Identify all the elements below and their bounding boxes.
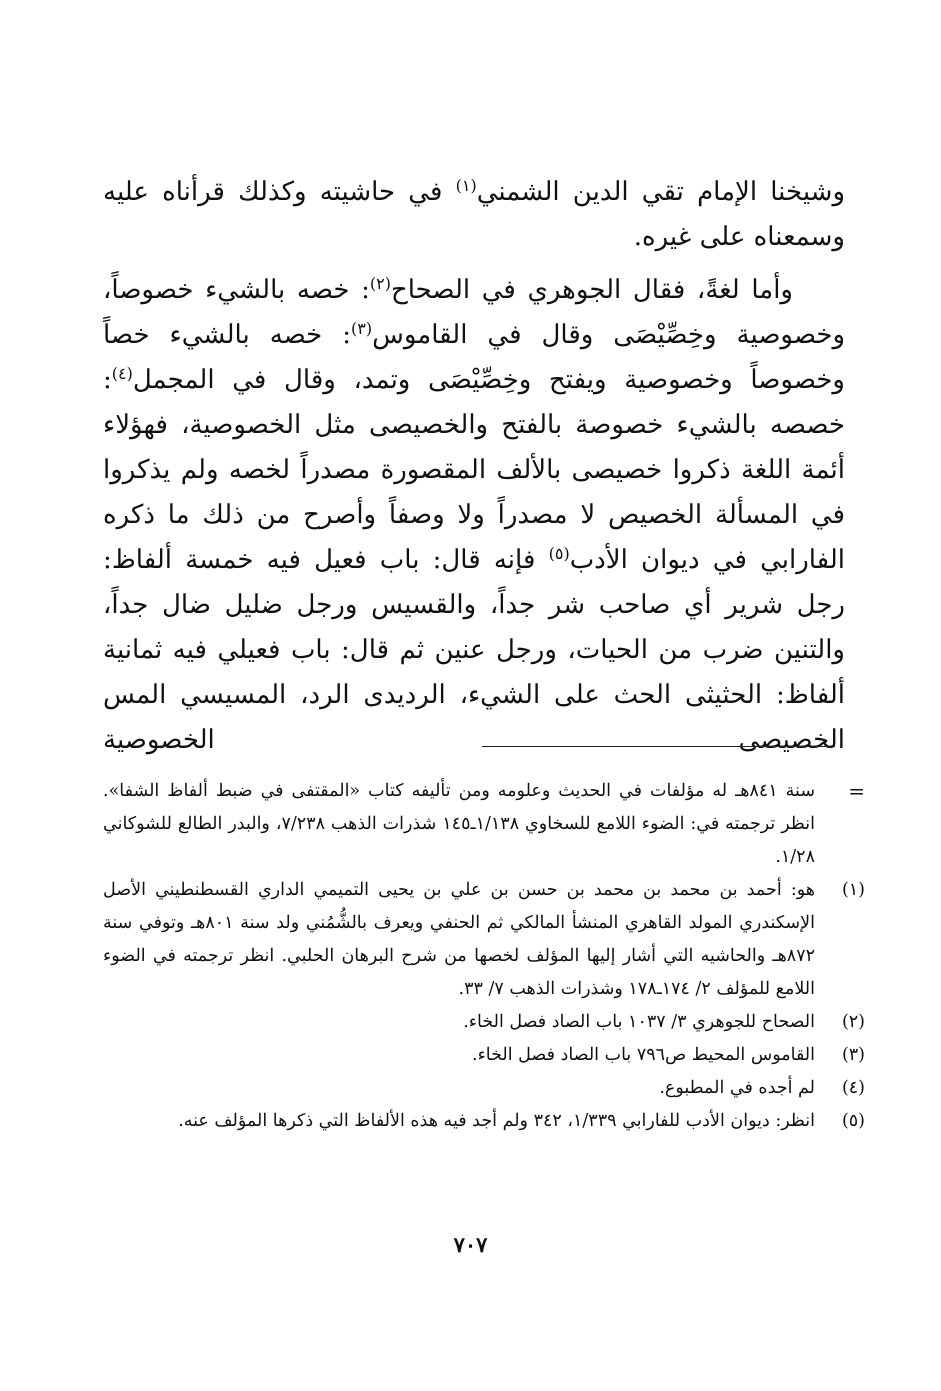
paragraph-2-part-3: : خصه بالشيء خصاً وخصوصاً وخصوصية ويفتح وخِصِّيْصَى وتمد، وقال في المجمل bbox=[103, 320, 845, 395]
paragraph-2 bbox=[103, 268, 845, 763]
footnote-3 bbox=[103, 1039, 865, 1072]
footnote-continuation-text: سنة ٨٤١هـ له مؤلفات في الحديث وعلومه ومن تأليفه كتاب «المقتفى في ضبط ألفاظ الشفا». انظر ترجمته في: الضوء اللامع للسخاوي ١/١٣٨ـ١٤٥ شذرات الذهب ٧/٢٣٨، والبدر الطالع للشوكاني ١/٢٨. bbox=[103, 781, 816, 867]
paragraph-1-text: وشيخنا الإمام تقي الدين الشمني bbox=[476, 177, 846, 207]
paragraph-2-part-5: فإنه قال: باب فعيل فيه خمسة ألفاظ: رجل شرير أي صاحب شر جداً، والقسيس ورجل ضليل ضال جداً، والتنين ضرب من الحيات، ورجل عنين ثم قال: باب فعيلي فيه ثمانية ألفاظ: الحثيثى الحث على الشيء، الرديدى الرد، المسيسي المس الخصيصى الخصوصية bbox=[103, 545, 845, 755]
footnote-number: (٢) bbox=[841, 1012, 865, 1032]
footnote-text: هو: أحمد بن محمد بن محمد بن حسن بن علي بن يحيى التميمي الداري القسطنطيني الأصل الإسكندري المولد القاهري المنشأ المالكي ثم الحنفي ويعرف بالشُّمُني ولد سنة ٨٠١هـ وتوفي سنة ٨٧٢هـ والحاشيه التي أشار إليها المؤلف لخصها من شرح البرهان الحلبي. انظر ترجمته في الضوء اللامع للمؤلف ٢/ ١٧٤ـ١٧٨ وشذرات الذهب ٧/ ٣٣. bbox=[103, 880, 816, 999]
paragraph-1 bbox=[103, 170, 845, 260]
footnote-text: انظر: ديوان الأدب للفارابي ١/٣٣٩، ٣٤٢ ولم أجد فيه هذه الألفاظ التي ذكرها المؤلف عنه. bbox=[178, 1111, 815, 1131]
paragraph-2-part-4: : خصصه بالشيء خصوصة بالفتح والخصيصى مثل الخصوصية، فهؤلاء أئمة اللغة ذكروا خصيصى بالألف المقصورة مصدراً لخصه ولم يذكروا في المسألة الخصيص لا مصدراً ولا وصفاً وأصرح من ذلك ما ذكره الفارابي في ديوان الأدب bbox=[103, 365, 846, 575]
footnote-5 bbox=[103, 1105, 865, 1138]
footnote-number: (٥) bbox=[841, 1111, 865, 1131]
footnote-text: لم أجده في المطبوع. bbox=[659, 1078, 815, 1098]
page-number: ٧٠٧ bbox=[453, 1232, 488, 1257]
footnote-number: (٣) bbox=[841, 1045, 865, 1065]
footnote-text: القاموس المحيط ص٧٩٦ باب الصاد فصل الخاء. bbox=[472, 1045, 815, 1065]
footnote-ref-4: (٤) bbox=[111, 364, 133, 383]
paragraph-2-part-1: وأما لغةً، فقال الجوهري في الصحاح bbox=[390, 275, 793, 305]
footnote-number: (٤) bbox=[841, 1078, 865, 1098]
footnote-ref-3: (٣) bbox=[351, 319, 373, 338]
footnote-ref-1: (١) bbox=[455, 176, 477, 195]
footnotes bbox=[103, 775, 865, 1138]
paragraph-2-part-2: : خصه بالشيء خصوصاً، وخصوصية وخِصِّيْصَى وقال في القاموس bbox=[103, 275, 845, 350]
footnote-4 bbox=[103, 1072, 865, 1105]
footnote-2 bbox=[103, 1006, 865, 1039]
footnote-ref-5: (٥) bbox=[548, 544, 570, 563]
continuation-mark: = bbox=[848, 779, 865, 803]
footnote-number: (١) bbox=[841, 880, 865, 900]
footnote-1 bbox=[103, 874, 865, 1006]
footnote-continuation bbox=[103, 775, 865, 874]
footnote-ref-2: (٢) bbox=[369, 274, 391, 293]
main-text bbox=[103, 170, 845, 763]
footnote-separator bbox=[482, 746, 835, 747]
paragraph-1-text-cont: في حاشيته وكذلك قرأناه عليه وسمعناه على غيره. bbox=[103, 177, 845, 252]
footnote-text: الصحاح للجوهري ٣/ ١٠٣٧ باب الصاد فصل الخاء. bbox=[463, 1012, 815, 1032]
